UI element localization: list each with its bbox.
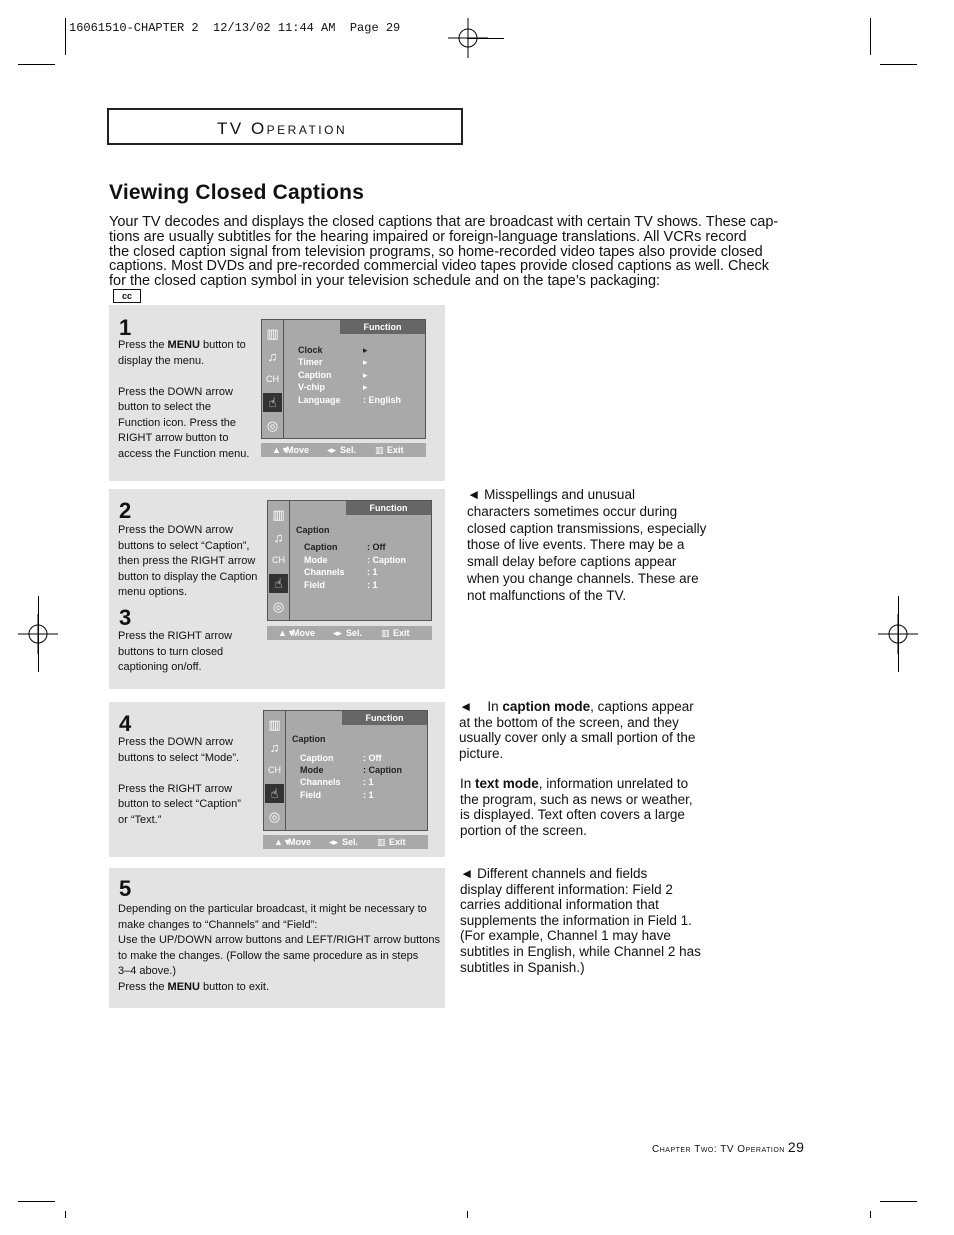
crop-mark [880,1201,917,1202]
menu-item-caption: Caption [300,753,334,763]
step-line: menu options. [118,586,188,598]
menu-item-field: Field [300,790,322,800]
step-text [118,338,249,462]
picture-icon: ▥ [266,326,279,341]
step-number: 5 [119,876,132,901]
menu-help-bar [263,835,428,849]
language-value: : English [363,395,401,405]
step-line [118,766,241,782]
bar-exit: Exit [389,837,406,847]
step-line [118,369,249,385]
bar-sel: Sel. [342,837,359,847]
menu-item-mode: Mode [304,555,328,565]
page-footer [652,1139,804,1155]
step-line: access the Function menu. [118,447,250,460]
sound-icon: ♫ [273,530,284,545]
menu-item-caption: Caption [298,370,332,380]
caption-menu-screen [267,500,432,621]
caption-value: : Off [363,753,382,763]
step-line: 3–4 above.) [118,965,177,977]
step-line: buttons to select “Caption”, [118,539,250,552]
step-number: 4 [119,711,132,736]
channels-value: : 1 [367,567,378,577]
note-line: those of live events. There may be a [467,537,685,553]
menu-item-field: Field [304,580,326,590]
menu-header: Function [340,320,425,334]
note-text-mode [460,776,693,838]
step-line: then press the RIGHT arrow [118,555,256,567]
step-line: make changes to “Channels” and “Field”: [118,918,318,931]
section-header [107,108,463,145]
note-line: picture. [459,745,504,761]
note-line: small delay before captions appear [467,554,677,570]
crop-mark [18,1201,55,1202]
intro-line: for the closed caption symbol in your television schedule and on the tape’s packaging: [109,273,661,290]
note-caption-mode [459,699,695,761]
step-line: RIGHT arrow button to [118,432,229,444]
crop-mark [65,18,66,55]
channels-value: : 1 [363,777,374,787]
function-icon: ☝ [265,784,284,803]
note-line: usually cover only a small portion of the [459,730,696,746]
step-line: Press the DOWN arrow [118,524,233,536]
footer-label: Chapter Two: TV Operation [652,1144,785,1155]
field-value: : 1 [367,580,378,590]
step-number: 1 [119,315,132,340]
menu-help-bar [267,626,432,640]
page-number: 29 [787,1139,805,1155]
note-line: supplements the information in Field 1. [460,912,692,928]
intro-paragraph [109,215,821,318]
page-title: Viewing Closed Captions [109,181,365,204]
note-line: ◄ Different channels and fields [460,866,648,881]
section-header-label: TV Operation [217,119,348,138]
intro-line: the closed caption signal from television programs, so home-recorded video tapes also provide closed [109,243,763,260]
menu-subtitle: Caption [296,525,330,535]
step-line: button to select “Caption” [118,798,241,810]
note-line: In text mode, information unrelated to [460,776,689,791]
menu-item-mode: Mode [300,765,324,775]
step-panel-4 [109,702,445,857]
input-icon: ◎ [266,418,279,433]
input-icon: ◎ [268,809,281,824]
submenu-arrow-icon: ▸ [363,357,368,367]
note-line: subtitles in Spanish.) [460,959,585,975]
step-line: buttons to select “Mode”. [118,751,240,764]
menu-header: Function [342,711,427,725]
bar-move: Move [292,628,316,638]
step-text [118,629,232,676]
step-line: Function icon. Press the [118,416,237,429]
bar-exit: Exit [387,445,404,455]
cc-symbol-icon: cc [113,289,141,303]
menu-subtitle: Caption [292,734,326,744]
note-line: portion of the screen. [460,822,587,838]
updown-arrow-icon: ▲▼ [272,445,290,455]
note-line: characters sometimes occur during [467,503,678,519]
bar-move: Move [286,445,310,455]
note-line: is displayed. Text often covers a large [460,807,685,823]
menu-item-channels: Channels [300,777,341,787]
menu-item-caption: Caption [304,542,338,552]
step-panel-1 [109,305,445,481]
step-text [118,902,440,995]
submenu-arrow-icon: ▸ [363,382,368,392]
leftright-arrow-icon: ◂▸ [333,628,343,638]
step-line: Depending on the particular broadcast, it might be necessary to [118,903,427,915]
crop-mark [65,1211,66,1218]
crop-mark [880,64,917,65]
caption-value: : Off [367,542,386,552]
menu-item-language: Language [298,395,341,405]
crop-mark [870,18,871,55]
leftright-arrow-icon: ◂▸ [327,445,337,455]
note-misspellings [467,487,706,605]
step-line: Use the UP/DOWN arrow buttons and LEFT/RIGHT arrow buttons [118,934,440,946]
note-line: ◄ Misspellings and unusual [467,487,635,502]
function-icon: ☝ [269,574,288,593]
channel-icon: CH [266,374,279,384]
crop-mark [898,596,899,672]
caption-menu-screen [263,710,428,831]
updown-arrow-icon: ▲▼ [274,837,292,847]
menu-item-clock: Clock [298,345,323,355]
function-menu-screen [261,319,426,439]
note-channels-fields [460,866,701,975]
step-number: 3 [119,605,132,630]
crop-mark [18,64,55,65]
note-line: carries additional information that [460,897,659,913]
bar-sel: Sel. [346,628,363,638]
step-line: to make the changes. (Follow the same procedure as in steps [118,949,419,962]
menu-header: Function [346,501,431,515]
field-value: : 1 [363,790,374,800]
menu-help-bar [261,443,426,457]
updown-arrow-icon: ▲▼ [278,628,296,638]
step-line: or “Text.” [118,813,162,826]
print-slug: 16061510-CHAPTER 2 12/13/02 11:44 AM Page 29 [69,21,401,35]
step-line: Press the RIGHT arrow [118,630,233,642]
note-line: (For example, Channel 1 may have [460,928,671,944]
step-panel-5 [109,868,445,1008]
picture-icon: ▥ [268,717,281,732]
menu-button-icon: ▥ [381,628,390,638]
note-line: not malfunctions of the TV. [467,587,627,603]
intro-line: tions are usually subtitles for the hearing impaired or foreign-language translations. All VCRs record [109,228,747,245]
menu-item-vchip: V-chip [298,382,326,392]
menu-item-timer: Timer [298,357,323,367]
step-line: button to select the [118,401,211,413]
menu-button-icon: ▥ [377,837,386,847]
step-text [118,735,241,828]
crop-mark [467,38,504,39]
intro-line: Your TV decodes and displays the closed captions that are broadcast with certain TV shows. These cap- [109,214,779,230]
step-line: Press the MENU button to [118,339,246,351]
menu-button-icon: ▥ [375,445,384,455]
note-line: when you change channels. These are [467,570,699,586]
crop-mark [38,596,39,672]
intro-line: captions. Most DVDs and pre-recorded commercial video tapes provide closed captions as well. Check [109,258,770,275]
note-line: at the bottom of the screen, and they [459,714,679,730]
bar-move: Move [288,837,312,847]
submenu-arrow-icon: ▸ [363,370,368,380]
step-line: Press the RIGHT arrow [118,782,233,795]
channel-icon: CH [268,765,281,775]
mode-value: : Caption [367,555,406,565]
input-icon: ◎ [272,599,285,614]
picture-icon: ▥ [272,507,285,522]
step-number: 2 [119,498,132,523]
step-panel-2-3 [109,489,445,689]
step-line: captioning on/off. [118,661,202,673]
submenu-arrow-icon: ▸ [363,345,368,355]
step-line: display the menu. [118,354,205,367]
note-line: display different information: Field 2 [460,881,673,897]
step-line: button to display the Caption [118,570,258,583]
channel-icon: CH [272,555,285,565]
crop-mark [870,1211,871,1218]
sound-icon: ♫ [267,349,278,364]
note-line: ◄ In caption mode, captions appear [459,699,694,714]
step-line: buttons to turn closed [118,645,224,658]
leftright-arrow-icon: ◂▸ [329,837,339,847]
note-line: subtitles in English, while Channel 2 has [460,943,701,959]
sound-icon: ♫ [269,740,280,755]
step-text [118,523,257,601]
note-line: closed caption transmissions, especially [467,520,707,536]
step-line: Press the DOWN arrow [118,736,233,748]
menu-item-channels: Channels [304,567,345,577]
note-line: the program, such as news or weather, [460,791,693,807]
mode-value: : Caption [363,765,402,775]
crop-mark [467,1211,468,1218]
step-line: Press the MENU button to exit. [118,980,270,993]
bar-sel: Sel. [340,445,357,455]
bar-exit: Exit [393,628,410,638]
step-line: Press the DOWN arrow [118,385,233,398]
function-icon: ☝ [263,393,282,412]
